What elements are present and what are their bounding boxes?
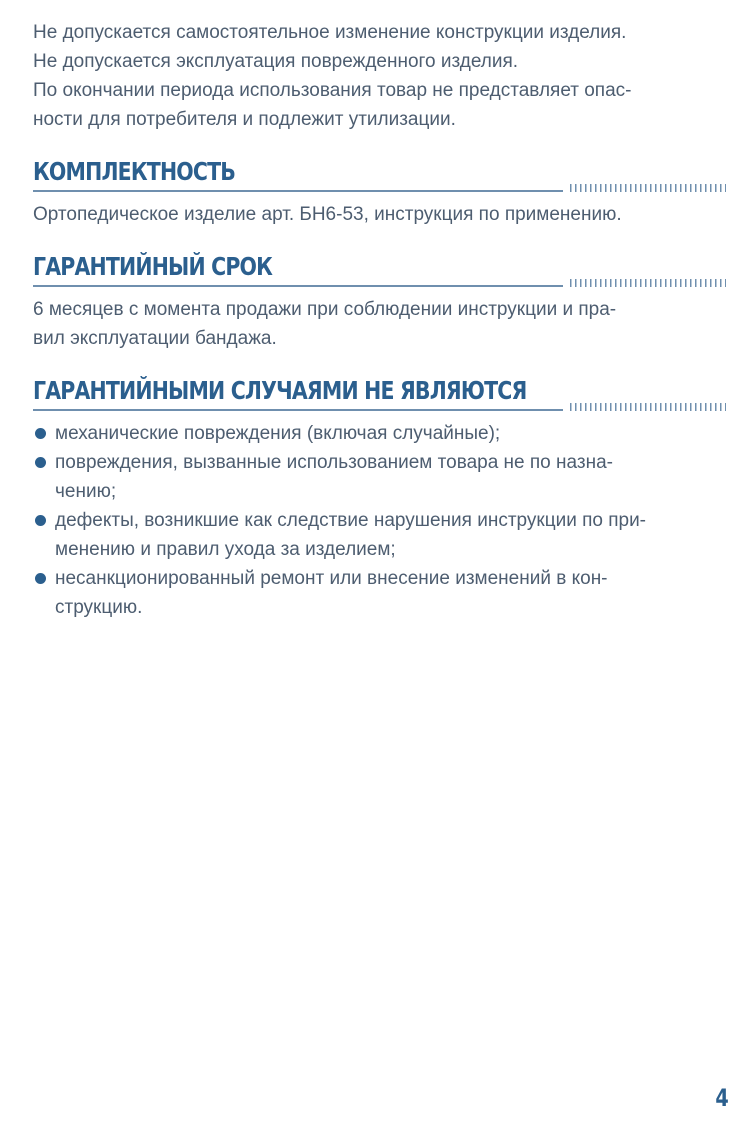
section-divider bbox=[33, 285, 563, 287]
bullet-icon bbox=[35, 515, 46, 526]
section-header-completeness bbox=[33, 148, 726, 192]
bullet-icon bbox=[35, 428, 46, 439]
section-divider bbox=[33, 409, 563, 411]
section-line: вил эксплуатации бандажа. bbox=[33, 328, 277, 349]
list-item bbox=[33, 506, 726, 564]
section-line: Ортопедическое изделие арт. БН6-53, инструкция по применению. bbox=[33, 204, 622, 225]
section-divider-dotted bbox=[570, 184, 726, 192]
list-item bbox=[33, 564, 726, 622]
intro-line: Не допускается самостоятельное изменение конструкции изделия. bbox=[33, 22, 627, 43]
section-body-completeness bbox=[33, 200, 726, 229]
section-line: 6 месяцев с момента продажи при соблюдении инструкции и пра- bbox=[33, 299, 617, 320]
intro-line: ности для потребителя и подлежит утилизации. bbox=[33, 109, 456, 130]
bullet-icon bbox=[35, 457, 46, 468]
intro-paragraph bbox=[33, 18, 726, 134]
section-divider bbox=[33, 190, 563, 192]
list-item-line: струкцию. bbox=[55, 597, 143, 618]
list-item bbox=[33, 448, 726, 506]
list-item bbox=[33, 419, 726, 448]
intro-line: По окончании периода использования товар не представляет опас- bbox=[33, 80, 632, 101]
section-divider-dotted bbox=[570, 403, 726, 411]
page-number: 4 bbox=[715, 1084, 729, 1112]
section-body-warranty-period bbox=[33, 295, 726, 353]
section-divider-dotted bbox=[570, 279, 726, 287]
section-title: КОМПЛЕКТНОСТЬ bbox=[33, 157, 236, 186]
list-item-line: повреждения, вызванные использованием товара не по назна- bbox=[55, 452, 613, 473]
intro-line: Не допускается эксплуатация поврежденного изделия. bbox=[33, 51, 519, 72]
list-item-line: несанкционированный ремонт или внесение изменений в кон- bbox=[55, 568, 608, 589]
list-item-line: менению и правил ухода за изделием; bbox=[55, 539, 396, 560]
non-warranty-list bbox=[33, 419, 726, 622]
section-title: ГАРАНТИЙНЫМИ СЛУЧАЯМИ НЕ ЯВЛЯЮТСЯ bbox=[33, 376, 527, 405]
section-title: ГАРАНТИЙНЫЙ СРОК bbox=[33, 252, 273, 281]
list-item-line: дефекты, возникшие как следствие нарушения инструкции по при- bbox=[55, 510, 647, 531]
section-header-non-warranty-cases bbox=[33, 367, 726, 411]
list-item-line: механические повреждения (включая случайные); bbox=[55, 423, 501, 444]
list-item-line: чению; bbox=[55, 481, 117, 502]
document-page bbox=[33, 18, 726, 622]
section-header-warranty-period bbox=[33, 243, 726, 287]
bullet-icon bbox=[35, 573, 46, 584]
